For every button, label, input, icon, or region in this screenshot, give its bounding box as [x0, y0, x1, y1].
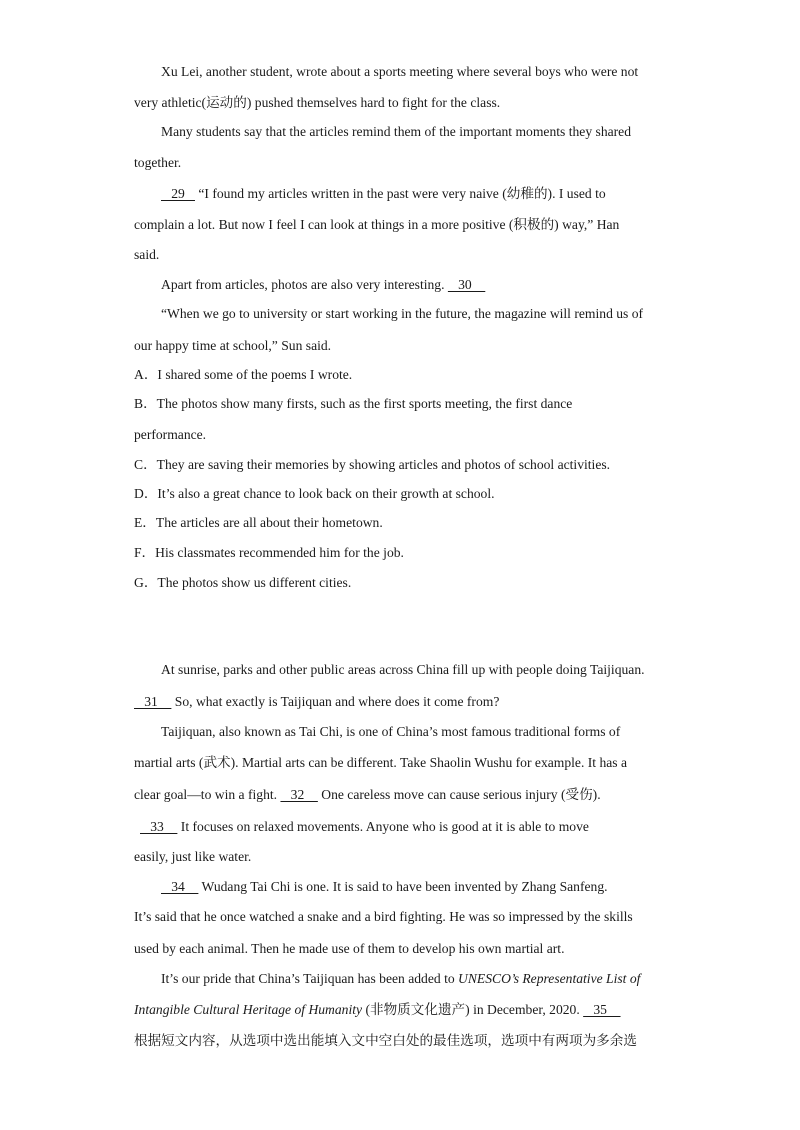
paragraph-line: [134, 693, 499, 711]
option-d: D．It’s also a great chance to look back on their growth at school.: [134, 486, 495, 501]
paragraph-line: Taijiquan, also known as Tai Chi, is one of China’s most famous traditional forms of: [161, 724, 621, 739]
paragraph-line: used by each animal. Then he made use of them to develop his own martial art.: [134, 941, 565, 956]
text-span: One careless move can cause serious injury (受伤).: [317, 787, 601, 802]
text-span: It focuses on relaxed movements. Anyone who is good at it is able to move: [177, 819, 589, 834]
option-b: B．The photos show many firsts, such as the first sports meeting, the first dance: [134, 396, 573, 411]
option-a: A．I shared some of the poems I wrote.: [134, 367, 353, 382]
paragraph-line: our happy time at school,” Sun said.: [134, 338, 332, 353]
paragraph-line: [161, 878, 608, 896]
text-span: It’s our pride that China’s Taijiquan has been added to: [161, 971, 459, 986]
paragraph-line: said.: [134, 247, 160, 262]
blank-33: 33: [140, 819, 178, 834]
text-span: Wudang Tai Chi is one. It is said to have been invented by Zhang Sanfeng.: [198, 879, 608, 894]
paragraph-line: Xu Lei, another student, wrote about a sports meeting where several boys who were not: [161, 64, 639, 79]
italic-title: UNESCO’s Representative List of: [458, 971, 641, 986]
paragraph-line: martial arts (武术). Martial arts can be different. Take Shaolin Wushu for example. It has a: [134, 755, 628, 770]
paragraph-line: [134, 1001, 621, 1019]
instruction-line: 根据短文内容，从选项中选出能填入文中空白处的最佳选项，选项中有两项为多余选: [134, 1033, 637, 1048]
blank-29: 29: [161, 186, 195, 201]
paragraph-line: [140, 818, 589, 836]
option-f: F．His classmates recommended him for the job.: [134, 545, 404, 560]
paragraph-line: together.: [134, 155, 182, 170]
paragraph-line: It’s said that he once watched a snake and a bird fighting. He was so impressed by the skills: [134, 909, 633, 924]
text-span: “I found my articles written in the past were very naive (幼稚的). I used to: [194, 186, 606, 201]
paragraph-line: [134, 786, 601, 804]
paragraph-line: [161, 970, 640, 988]
option-c: C．They are saving their memories by showing articles and photos of school activities.: [134, 457, 611, 472]
paragraph-line: Many students say that the articles remind them of the important moments they shared: [161, 124, 632, 139]
paragraph-line: “When we go to university or start working in the future, the magazine will remind us of: [161, 306, 644, 321]
text-span: So, what exactly is Taijiquan and where does it come from?: [171, 694, 500, 709]
option-b-continued: performance.: [134, 427, 207, 442]
blank-31: 31: [134, 694, 172, 709]
italic-title: Intangible Cultural Heritage of Humanity: [134, 1002, 363, 1017]
blank-32: 32: [280, 787, 318, 802]
blank-30: 30: [447, 277, 486, 292]
paragraph-line: complain a lot. But now I feel I can look at things in a more positive (积极的) way,” Han: [134, 217, 620, 232]
paragraph-line: [161, 185, 606, 203]
blank-35: 35: [583, 1002, 621, 1017]
paragraph-line: [161, 276, 485, 294]
paragraph-line: At sunrise, parks and other public areas across China fill up with people doing Taijiquan.: [161, 662, 645, 677]
option-g: G．The photos show us different cities.: [134, 575, 352, 590]
text-span: clear goal—to win a fight.: [134, 787, 281, 802]
option-e: E．The articles are all about their hometown.: [134, 515, 383, 530]
text-span: Apart from articles, photos are also very interesting.: [161, 277, 448, 292]
text-span: (非物质文化遗产) in December, 2020.: [362, 1002, 584, 1017]
paragraph-line: easily, just like water.: [134, 849, 252, 864]
blank-34: 34: [161, 879, 199, 894]
paragraph-line: very athletic(运动的) pushed themselves hard to fight for the class.: [134, 95, 501, 110]
